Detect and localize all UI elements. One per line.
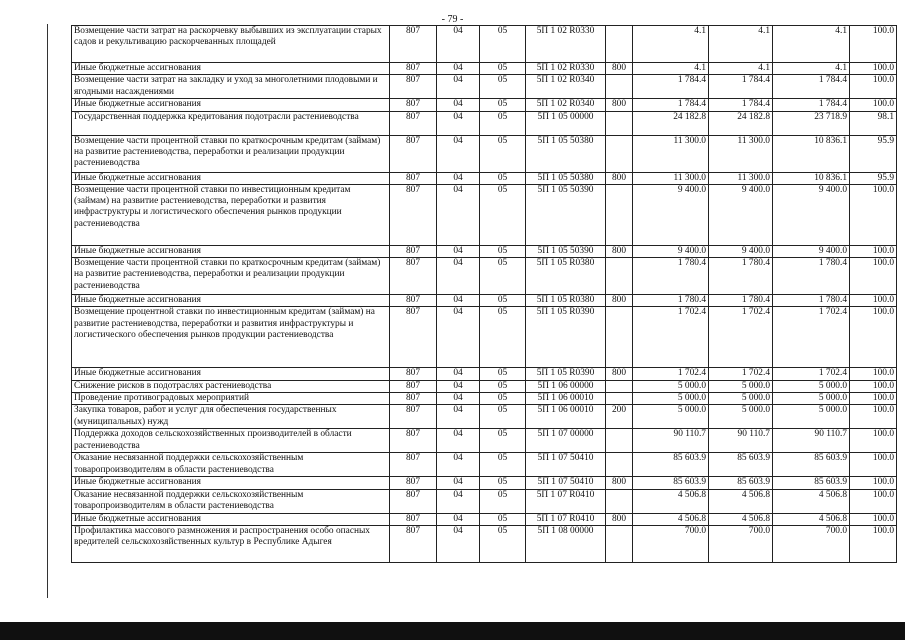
expense-type-cell: 200 xyxy=(606,405,633,429)
executed-amount-cell: 4.1 xyxy=(773,26,850,63)
target-article-cell: 5П 1 05 R0390 xyxy=(526,368,606,380)
ministry-code-cell: 807 xyxy=(390,513,437,525)
target-article-cell: 5П 1 05 R0380 xyxy=(526,295,606,307)
planned-amount-cell: 1 780.4 xyxy=(633,295,709,307)
section-code-cell: 04 xyxy=(437,393,480,405)
expense-type-cell xyxy=(606,184,633,245)
execution-percent-cell: 100.0 xyxy=(850,307,897,368)
expense-name-cell: Иные бюджетные ассигнования xyxy=(72,245,390,257)
expense-type-cell: 800 xyxy=(606,477,633,489)
target-article-cell: 5П 1 05 50390 xyxy=(526,245,606,257)
budget-table xyxy=(71,25,897,563)
refined-amount-cell: 85 603.9 xyxy=(709,453,773,477)
ministry-code-cell: 807 xyxy=(390,245,437,257)
table-row xyxy=(72,172,897,184)
subsection-code-cell: 05 xyxy=(480,393,526,405)
table-row xyxy=(72,135,897,172)
ministry-code-cell: 807 xyxy=(390,295,437,307)
ministry-code-cell: 807 xyxy=(390,393,437,405)
planned-amount-cell: 4 506.8 xyxy=(633,489,709,513)
subsection-code-cell: 05 xyxy=(480,172,526,184)
subsection-code-cell: 05 xyxy=(480,295,526,307)
table-row xyxy=(72,477,897,489)
left-margin-rule xyxy=(47,24,48,598)
execution-percent-cell: 100.0 xyxy=(850,393,897,405)
subsection-code-cell: 05 xyxy=(480,477,526,489)
refined-amount-cell: 1 784.4 xyxy=(709,75,773,99)
execution-percent-cell: 100.0 xyxy=(850,513,897,525)
execution-percent-cell: 100.0 xyxy=(850,75,897,99)
executed-amount-cell: 90 110.7 xyxy=(773,429,850,453)
execution-percent-cell: 100.0 xyxy=(850,63,897,75)
section-code-cell: 04 xyxy=(437,184,480,245)
subsection-code-cell: 05 xyxy=(480,380,526,392)
executed-amount-cell: 5 000.0 xyxy=(773,405,850,429)
table-row xyxy=(72,245,897,257)
expense-type-cell xyxy=(606,307,633,368)
refined-amount-cell: 9 400.0 xyxy=(709,245,773,257)
executed-amount-cell: 4.1 xyxy=(773,63,850,75)
executed-amount-cell: 700.0 xyxy=(773,525,850,562)
scan-bottom-edge xyxy=(0,622,905,640)
table-row xyxy=(72,513,897,525)
target-article-cell: 5П 1 05 R0380 xyxy=(526,258,606,295)
section-code-cell: 04 xyxy=(437,99,480,111)
section-code-cell: 04 xyxy=(437,525,480,562)
subsection-code-cell: 05 xyxy=(480,307,526,368)
page-number: - 79 - xyxy=(441,14,464,25)
table-row xyxy=(72,393,897,405)
executed-amount-cell: 4 506.8 xyxy=(773,513,850,525)
section-code-cell: 04 xyxy=(437,245,480,257)
target-article-cell: 5П 1 07 50410 xyxy=(526,477,606,489)
expense-name-cell: Иные бюджетные ассигнования xyxy=(72,63,390,75)
table-row xyxy=(72,368,897,380)
executed-amount-cell: 9 400.0 xyxy=(773,245,850,257)
expense-type-cell: 800 xyxy=(606,99,633,111)
expense-type-cell xyxy=(606,111,633,135)
expense-name-cell: Возмещение части процентной ставки по инвестиционным кредитам (займам) на развитие растениеводства, переработки и развития инфраструктуры и логистического обеспечения рынков продукции растениеводства xyxy=(72,184,390,245)
expense-name-cell: Возмещение процентной ставки по инвестиционным кредитам (займам) на развитие растениеводства, переработки и развития инфраструктуры и логистического обеспечения рынков продукции растениеводства xyxy=(72,307,390,368)
refined-amount-cell: 4 506.8 xyxy=(709,513,773,525)
expense-type-cell xyxy=(606,525,633,562)
execution-percent-cell: 100.0 xyxy=(850,258,897,295)
expense-type-cell: 800 xyxy=(606,513,633,525)
expense-type-cell xyxy=(606,75,633,99)
target-article-cell: 5П 1 05 00000 xyxy=(526,111,606,135)
expense-name-cell: Возмещение части процентной ставки по краткосрочным кредитам (займам) на развитие растениеводства, переработки и реализации продукции растениеводства xyxy=(72,258,390,295)
refined-amount-cell: 1 702.4 xyxy=(709,368,773,380)
ministry-code-cell: 807 xyxy=(390,99,437,111)
target-article-cell: 5П 1 08 00000 xyxy=(526,525,606,562)
section-code-cell: 04 xyxy=(437,307,480,368)
section-code-cell: 04 xyxy=(437,380,480,392)
refined-amount-cell: 11 300.0 xyxy=(709,172,773,184)
subsection-code-cell: 05 xyxy=(480,75,526,99)
target-article-cell: 5П 1 05 R0390 xyxy=(526,307,606,368)
table-row xyxy=(72,295,897,307)
executed-amount-cell: 1 780.4 xyxy=(773,295,850,307)
table-row xyxy=(72,111,897,135)
refined-amount-cell: 5 000.0 xyxy=(709,405,773,429)
execution-percent-cell: 100.0 xyxy=(850,368,897,380)
execution-percent-cell: 100.0 xyxy=(850,453,897,477)
expense-name-cell: Возмещение части процентной ставки по краткосрочным кредитам (займам) на развитие растениеводства, переработки и реализации продукции растениеводства xyxy=(72,135,390,172)
ministry-code-cell: 807 xyxy=(390,307,437,368)
ministry-code-cell: 807 xyxy=(390,525,437,562)
refined-amount-cell: 1 784.4 xyxy=(709,99,773,111)
planned-amount-cell: 1 702.4 xyxy=(633,307,709,368)
ministry-code-cell: 807 xyxy=(390,75,437,99)
subsection-code-cell: 05 xyxy=(480,111,526,135)
table-row xyxy=(72,489,897,513)
table-row xyxy=(72,99,897,111)
section-code-cell: 04 xyxy=(437,111,480,135)
ministry-code-cell: 807 xyxy=(390,380,437,392)
ministry-code-cell: 807 xyxy=(390,489,437,513)
subsection-code-cell: 05 xyxy=(480,525,526,562)
subsection-code-cell: 05 xyxy=(480,489,526,513)
ministry-code-cell: 807 xyxy=(390,172,437,184)
table-row xyxy=(72,453,897,477)
ministry-code-cell: 807 xyxy=(390,63,437,75)
refined-amount-cell: 700.0 xyxy=(709,525,773,562)
executed-amount-cell: 5 000.0 xyxy=(773,380,850,392)
ministry-code-cell: 807 xyxy=(390,135,437,172)
ministry-code-cell: 807 xyxy=(390,258,437,295)
expense-type-cell: 800 xyxy=(606,295,633,307)
table-row xyxy=(72,307,897,368)
planned-amount-cell: 4.1 xyxy=(633,26,709,63)
ministry-code-cell: 807 xyxy=(390,429,437,453)
ministry-code-cell: 807 xyxy=(390,111,437,135)
target-article-cell: 5П 1 02 R0330 xyxy=(526,63,606,75)
planned-amount-cell: 90 110.7 xyxy=(633,429,709,453)
expense-name-cell: Государственная поддержка кредитования подотрасли растениеводства xyxy=(72,111,390,135)
expense-type-cell: 800 xyxy=(606,172,633,184)
ministry-code-cell: 807 xyxy=(390,453,437,477)
section-code-cell: 04 xyxy=(437,405,480,429)
target-article-cell: 5П 1 05 50380 xyxy=(526,172,606,184)
planned-amount-cell: 85 603.9 xyxy=(633,477,709,489)
expense-type-cell xyxy=(606,258,633,295)
expense-type-cell xyxy=(606,393,633,405)
executed-amount-cell: 4 506.8 xyxy=(773,489,850,513)
subsection-code-cell: 05 xyxy=(480,26,526,63)
executed-amount-cell: 5 000.0 xyxy=(773,393,850,405)
planned-amount-cell: 5 000.0 xyxy=(633,405,709,429)
executed-amount-cell: 1 784.4 xyxy=(773,75,850,99)
planned-amount-cell: 1 784.4 xyxy=(633,99,709,111)
execution-percent-cell: 100.0 xyxy=(850,525,897,562)
execution-percent-cell: 95.9 xyxy=(850,172,897,184)
planned-amount-cell: 11 300.0 xyxy=(633,172,709,184)
refined-amount-cell: 5 000.0 xyxy=(709,380,773,392)
expense-name-cell: Возмещение части затрат на закладку и уход за многолетними плодовыми и ягодными насаждениями xyxy=(72,75,390,99)
subsection-code-cell: 05 xyxy=(480,405,526,429)
target-article-cell: 5П 1 06 00010 xyxy=(526,393,606,405)
planned-amount-cell: 4.1 xyxy=(633,63,709,75)
target-article-cell: 5П 1 06 00010 xyxy=(526,405,606,429)
expense-type-cell xyxy=(606,380,633,392)
section-code-cell: 04 xyxy=(437,368,480,380)
expense-name-cell: Иные бюджетные ассигнования xyxy=(72,368,390,380)
target-article-cell: 5П 1 02 R0340 xyxy=(526,99,606,111)
expense-name-cell: Иные бюджетные ассигнования xyxy=(72,172,390,184)
executed-amount-cell: 85 603.9 xyxy=(773,453,850,477)
ministry-code-cell: 807 xyxy=(390,184,437,245)
expense-name-cell: Профилактика массового размножения и распространения особо опасных вредителей сельскохозяйственных культур в Республике Адыгея xyxy=(72,525,390,562)
planned-amount-cell: 85 603.9 xyxy=(633,453,709,477)
section-code-cell: 04 xyxy=(437,295,480,307)
expense-type-cell xyxy=(606,429,633,453)
expense-name-cell: Возмещение части затрат на раскорчевку выбывших из эксплуатации старых садов и рекультивацию раскорчеванных площадей xyxy=(72,26,390,63)
planned-amount-cell: 5 000.0 xyxy=(633,380,709,392)
expense-type-cell: 800 xyxy=(606,368,633,380)
target-article-cell: 5П 1 05 50390 xyxy=(526,184,606,245)
execution-percent-cell: 100.0 xyxy=(850,405,897,429)
subsection-code-cell: 05 xyxy=(480,184,526,245)
executed-amount-cell: 85 603.9 xyxy=(773,477,850,489)
execution-percent-cell: 100.0 xyxy=(850,489,897,513)
table-row xyxy=(72,525,897,562)
table-row xyxy=(72,63,897,75)
planned-amount-cell: 9 400.0 xyxy=(633,245,709,257)
table-row xyxy=(72,184,897,245)
planned-amount-cell: 1 702.4 xyxy=(633,368,709,380)
planned-amount-cell: 11 300.0 xyxy=(633,135,709,172)
execution-percent-cell: 100.0 xyxy=(850,380,897,392)
section-code-cell: 04 xyxy=(437,63,480,75)
subsection-code-cell: 05 xyxy=(480,453,526,477)
target-article-cell: 5П 1 07 50410 xyxy=(526,453,606,477)
section-code-cell: 04 xyxy=(437,135,480,172)
expense-type-cell xyxy=(606,489,633,513)
execution-percent-cell: 100.0 xyxy=(850,245,897,257)
execution-percent-cell: 100.0 xyxy=(850,184,897,245)
expense-name-cell: Оказание несвязанной поддержки сельскохозяйственным товаропроизводителям в области растениеводства xyxy=(72,453,390,477)
refined-amount-cell: 4 506.8 xyxy=(709,489,773,513)
expense-type-cell xyxy=(606,135,633,172)
target-article-cell: 5П 1 02 R0340 xyxy=(526,75,606,99)
refined-amount-cell: 90 110.7 xyxy=(709,429,773,453)
executed-amount-cell: 9 400.0 xyxy=(773,184,850,245)
ministry-code-cell: 807 xyxy=(390,368,437,380)
table-row xyxy=(72,405,897,429)
executed-amount-cell: 1 702.4 xyxy=(773,368,850,380)
refined-amount-cell: 1 780.4 xyxy=(709,295,773,307)
subsection-code-cell: 05 xyxy=(480,513,526,525)
planned-amount-cell: 1 784.4 xyxy=(633,75,709,99)
executed-amount-cell: 10 836.1 xyxy=(773,135,850,172)
expense-name-cell: Проведение противоградовых мероприятий xyxy=(72,393,390,405)
execution-percent-cell: 100.0 xyxy=(850,477,897,489)
expense-type-cell xyxy=(606,26,633,63)
refined-amount-cell: 85 603.9 xyxy=(709,477,773,489)
execution-percent-cell: 100.0 xyxy=(850,429,897,453)
table-body xyxy=(72,26,897,563)
expense-type-cell: 800 xyxy=(606,63,633,75)
section-code-cell: 04 xyxy=(437,75,480,99)
section-code-cell: 04 xyxy=(437,172,480,184)
section-code-cell: 04 xyxy=(437,489,480,513)
target-article-cell: 5П 1 02 R0330 xyxy=(526,26,606,63)
ministry-code-cell: 807 xyxy=(390,26,437,63)
executed-amount-cell: 1 702.4 xyxy=(773,307,850,368)
subsection-code-cell: 05 xyxy=(480,258,526,295)
execution-percent-cell: 100.0 xyxy=(850,99,897,111)
table-row xyxy=(72,258,897,295)
expense-name-cell: Иные бюджетные ассигнования xyxy=(72,477,390,489)
ministry-code-cell: 807 xyxy=(390,405,437,429)
execution-percent-cell: 95.9 xyxy=(850,135,897,172)
target-article-cell: 5П 1 06 00000 xyxy=(526,380,606,392)
subsection-code-cell: 05 xyxy=(480,368,526,380)
executed-amount-cell: 10 836.1 xyxy=(773,172,850,184)
subsection-code-cell: 05 xyxy=(480,99,526,111)
planned-amount-cell: 9 400.0 xyxy=(633,184,709,245)
refined-amount-cell: 1 702.4 xyxy=(709,307,773,368)
target-article-cell: 5П 1 05 50380 xyxy=(526,135,606,172)
section-code-cell: 04 xyxy=(437,477,480,489)
section-code-cell: 04 xyxy=(437,26,480,63)
subsection-code-cell: 05 xyxy=(480,429,526,453)
expense-name-cell: Иные бюджетные ассигнования xyxy=(72,513,390,525)
table-row xyxy=(72,75,897,99)
refined-amount-cell: 4.1 xyxy=(709,26,773,63)
planned-amount-cell: 700.0 xyxy=(633,525,709,562)
subsection-code-cell: 05 xyxy=(480,245,526,257)
executed-amount-cell: 1 784.4 xyxy=(773,99,850,111)
refined-amount-cell: 11 300.0 xyxy=(709,135,773,172)
section-code-cell: 04 xyxy=(437,513,480,525)
expense-type-cell xyxy=(606,453,633,477)
target-article-cell: 5П 1 07 00000 xyxy=(526,429,606,453)
ministry-code-cell: 807 xyxy=(390,477,437,489)
executed-amount-cell: 1 780.4 xyxy=(773,258,850,295)
table-row xyxy=(72,429,897,453)
expense-name-cell: Иные бюджетные ассигнования xyxy=(72,99,390,111)
refined-amount-cell: 1 780.4 xyxy=(709,258,773,295)
section-code-cell: 04 xyxy=(437,453,480,477)
expense-name-cell: Оказание несвязанной поддержки сельскохозяйственным товаропроизводителям в области растениеводства xyxy=(72,489,390,513)
execution-percent-cell: 100.0 xyxy=(850,26,897,63)
subsection-code-cell: 05 xyxy=(480,135,526,172)
planned-amount-cell: 1 780.4 xyxy=(633,258,709,295)
planned-amount-cell: 24 182.8 xyxy=(633,111,709,135)
execution-percent-cell: 98.1 xyxy=(850,111,897,135)
expense-name-cell: Снижение рисков в подотраслях растениеводства xyxy=(72,380,390,392)
expense-name-cell: Иные бюджетные ассигнования xyxy=(72,295,390,307)
target-article-cell: 5П 1 07 R0410 xyxy=(526,513,606,525)
expense-name-cell: Закупка товаров, работ и услуг для обеспечения государственных (муниципальных) нужд xyxy=(72,405,390,429)
table-row xyxy=(72,380,897,392)
planned-amount-cell: 5 000.0 xyxy=(633,393,709,405)
execution-percent-cell: 100.0 xyxy=(850,295,897,307)
table-row xyxy=(72,26,897,63)
expense-name-cell: Поддержка доходов сельскохозяйственных производителей в области растениеводства xyxy=(72,429,390,453)
refined-amount-cell: 5 000.0 xyxy=(709,393,773,405)
executed-amount-cell: 23 718.9 xyxy=(773,111,850,135)
target-article-cell: 5П 1 07 R0410 xyxy=(526,489,606,513)
section-code-cell: 04 xyxy=(437,429,480,453)
refined-amount-cell: 24 182.8 xyxy=(709,111,773,135)
planned-amount-cell: 4 506.8 xyxy=(633,513,709,525)
refined-amount-cell: 4.1 xyxy=(709,63,773,75)
expense-type-cell: 800 xyxy=(606,245,633,257)
section-code-cell: 04 xyxy=(437,258,480,295)
refined-amount-cell: 9 400.0 xyxy=(709,184,773,245)
subsection-code-cell: 05 xyxy=(480,63,526,75)
